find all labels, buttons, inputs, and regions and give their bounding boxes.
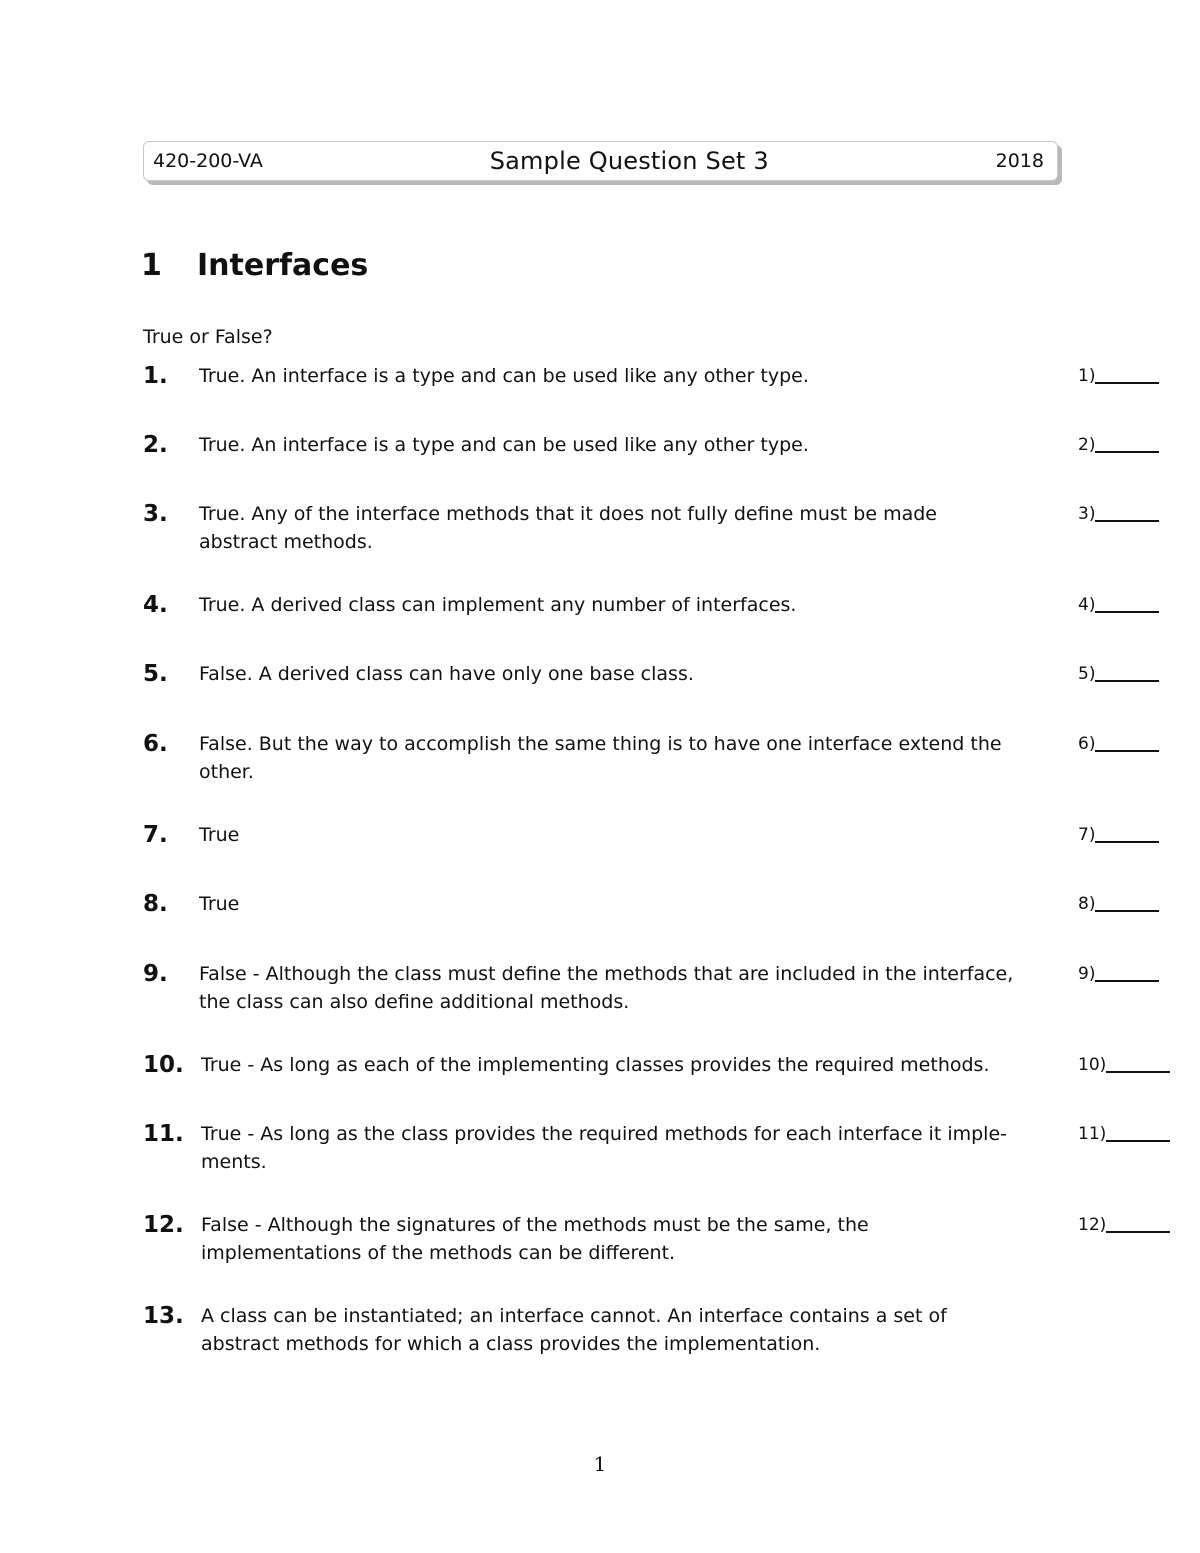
question-number: 9. <box>143 961 168 987</box>
section-title: Interfaces <box>197 248 369 283</box>
answer-line <box>1106 1057 1170 1073</box>
answer-blank <box>1078 890 1159 918</box>
header-box <box>143 141 1058 181</box>
answer-blank <box>1078 730 1159 758</box>
answer-blank <box>1078 591 1159 619</box>
question-answer-text: False - Although the class must define the methods that are included in the interface, the class can also define additional methods. <box>199 963 1014 1013</box>
question-answer-text: False. A derived class can have only one base class. <box>199 663 694 685</box>
question-answer-text: True. An interface is a type and can be used like any other type. <box>199 365 809 387</box>
question-answer-text: True - As long as each of the implementing classes provides the required methods. <box>201 1054 990 1076</box>
answer-blank <box>1078 821 1159 849</box>
question-number: 6. <box>143 731 168 757</box>
answer-blank-label: 2) <box>1078 435 1096 455</box>
document-title: Sample Question Set 3 <box>489 147 769 175</box>
question-item <box>143 1120 1168 1176</box>
answer-blank <box>1078 1211 1170 1239</box>
question-answer-text: False. But the way to accomplish the same thing is to have one interface extend the other. <box>199 733 1002 783</box>
answer-blank-label: 8) <box>1078 894 1096 914</box>
section-number: 1 <box>141 248 162 283</box>
question-number: 1. <box>143 363 168 389</box>
question-number: 8. <box>143 891 168 917</box>
question-item <box>143 821 1168 849</box>
question-item <box>143 431 1168 459</box>
answer-line <box>1095 736 1159 752</box>
answer-line <box>1106 1126 1170 1142</box>
answer-blank <box>1078 1120 1170 1148</box>
question-answer-text: False - Although the signatures of the methods must be the same, the implementations of the methods can be different. <box>201 1214 869 1264</box>
answer-blank <box>1078 431 1159 459</box>
question-item <box>143 730 1168 786</box>
answer-line <box>1095 896 1159 912</box>
question-answer-text: True. A derived class can implement any number of interfaces. <box>199 594 797 616</box>
question-item <box>143 890 1168 918</box>
answer-blank <box>1078 660 1159 688</box>
answer-blank-label: 9) <box>1078 964 1096 984</box>
question-item <box>143 1302 1168 1358</box>
question-number: 11. <box>143 1121 184 1147</box>
answer-line <box>1095 506 1159 522</box>
question-answer-text: A class can be instantiated; an interface cannot. An interface contains a set of abstract methods for which a class provides the implementation. <box>201 1305 947 1355</box>
answer-line <box>1095 827 1159 843</box>
answer-line <box>1095 437 1159 453</box>
question-item <box>143 960 1168 1016</box>
answer-blank <box>1078 1051 1170 1079</box>
question-item <box>143 1211 1168 1267</box>
course-code: 420-200-VA <box>153 150 263 172</box>
answer-blank-label: 3) <box>1078 504 1096 524</box>
question-answer-text: True. An interface is a type and can be used like any other type. <box>199 434 809 456</box>
answer-line <box>1095 966 1159 982</box>
page-number: 1 <box>593 1452 607 1476</box>
question-number: 3. <box>143 501 168 527</box>
year: 2018 <box>995 150 1044 172</box>
answer-blank-label: 11) <box>1078 1124 1107 1144</box>
answer-blank-label: 12) <box>1078 1215 1107 1235</box>
question-item <box>143 591 1168 619</box>
question-number: 7. <box>143 822 168 848</box>
question-number: 5. <box>143 661 168 687</box>
question-number: 10. <box>143 1052 184 1078</box>
answer-blank <box>1078 960 1159 988</box>
answer-blank-label: 7) <box>1078 825 1096 845</box>
answer-line <box>1095 368 1159 384</box>
question-answer-text: True <box>199 824 240 846</box>
question-answer-text: True <box>199 893 240 915</box>
answer-line <box>1106 1217 1170 1233</box>
answer-line <box>1095 666 1159 682</box>
section-heading <box>141 248 368 283</box>
question-answer-text: True. Any of the interface methods that it does not fully define must be made abstract methods. <box>199 503 937 553</box>
answer-blank-label: 5) <box>1078 664 1096 684</box>
question-item <box>143 362 1168 390</box>
answer-blank-label: 1) <box>1078 366 1096 386</box>
answer-line <box>1095 597 1159 613</box>
answer-blank <box>1078 362 1159 390</box>
question-item <box>143 660 1168 688</box>
answer-blank-label: 10) <box>1078 1055 1107 1075</box>
prompt-text: True or False? <box>143 326 273 348</box>
question-number: 13. <box>143 1303 184 1329</box>
question-answer-text: True - As long as the class provides the required methods for each interface it imple- ments. <box>201 1123 1007 1173</box>
question-item <box>143 500 1168 556</box>
question-number: 2. <box>143 432 168 458</box>
answer-blank-label: 4) <box>1078 595 1096 615</box>
question-item <box>143 1051 1168 1079</box>
question-number: 12. <box>143 1212 184 1238</box>
answer-blank <box>1078 500 1159 528</box>
answer-blank-label: 6) <box>1078 734 1096 754</box>
question-number: 4. <box>143 592 168 618</box>
